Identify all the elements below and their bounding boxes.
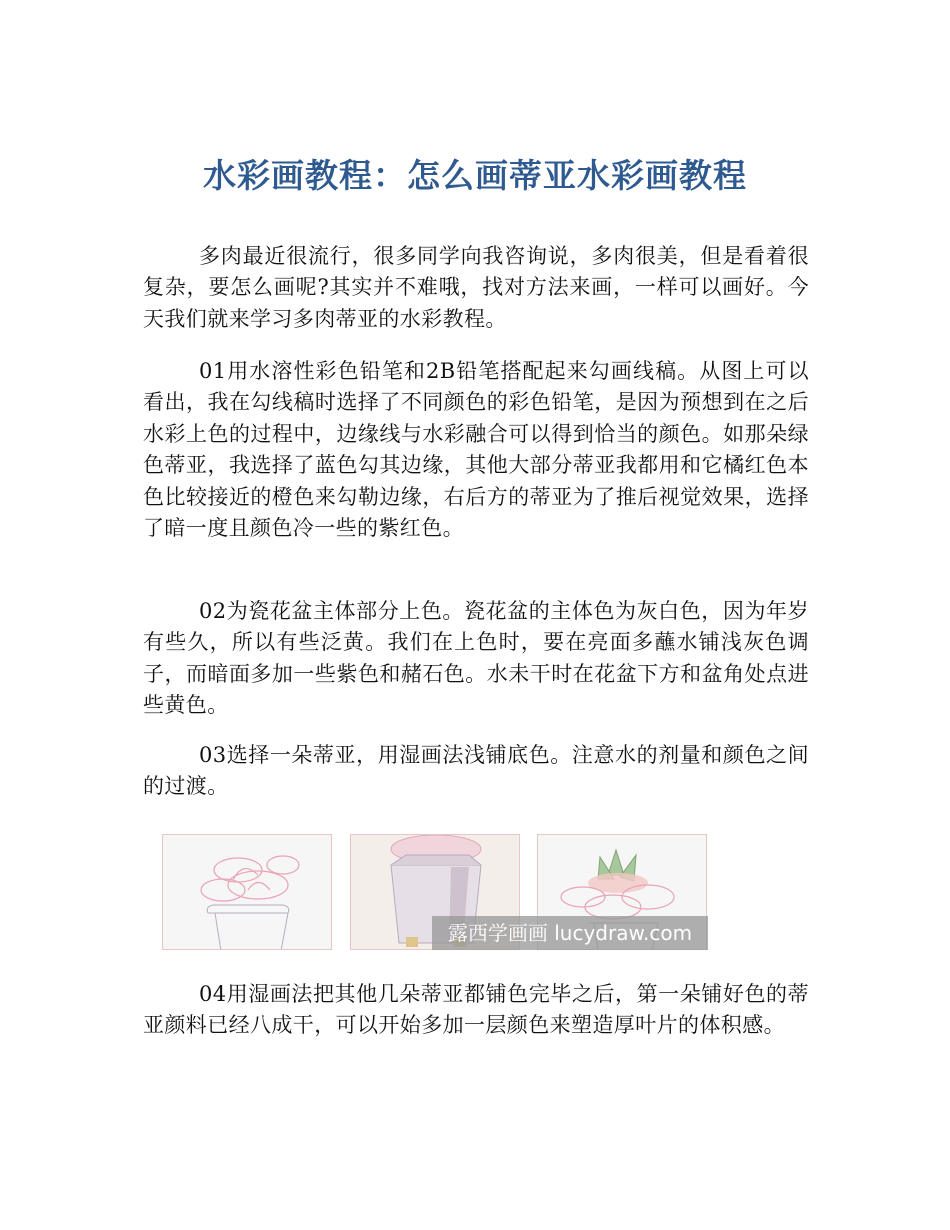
paragraph-step-03: 03选择一朵蒂亚，用湿画法浅铺底色。注意水的剂量和颜色之间的过渡。 xyxy=(143,743,809,799)
paragraph-step-02: 02为瓷花盆主体部分上色。瓷花盆的主体色为灰白色，因为年岁有些久，所以有些泛黄。我们在上色时，要在亮面多蘸水铺浅灰色调子，而暗面多加一些紫色和赭石色。水未干时在花盆下方和盆角处点进些黄色。 xyxy=(143,599,809,718)
paragraph-step-04: 04用湿画法把其他几朵蒂亚都铺色完毕之后，第一朵铺好色的蒂亚颜料已经八成干，可以开始多加一层颜色来塑造厚叶片的体积感。 xyxy=(143,982,809,1038)
watermark-text: 露西学画画 lucydraw.com xyxy=(432,916,708,950)
paragraph-step-01: 01用水溶性彩色铅笔和2B铅笔搭配起来勾画线稿。从图上可以看出，我在勾线稿时选择了不同颜色的彩色铅笔，是因为预想到在之后水彩上色的过程中，边缘线与水彩融合可以得到恰当的颜色。如那朵绿色蒂亚，我选择了蓝色勾其边缘，其他大部分蒂亚我都用和它橘红色本色比较接近的橙色来勾勒边缘，右后方的蒂亚为了推后视觉效果，选择了暗一度且颜色冷一些的紫红色。 xyxy=(143,359,809,541)
tutorial-image-strip xyxy=(162,834,708,950)
page-title: 水彩画教程：怎么画蒂亚水彩画教程 xyxy=(203,156,747,195)
paragraph-intro: 多肉最近很流行，很多同学向我咨询说，多肉很美，但是看着很复杂，要怎么画呢?其实并不难哦，找对方法来画，一样可以画好。今天我们就来学习多肉蒂亚的水彩教程。 xyxy=(143,244,809,331)
sketch-image xyxy=(162,834,332,950)
